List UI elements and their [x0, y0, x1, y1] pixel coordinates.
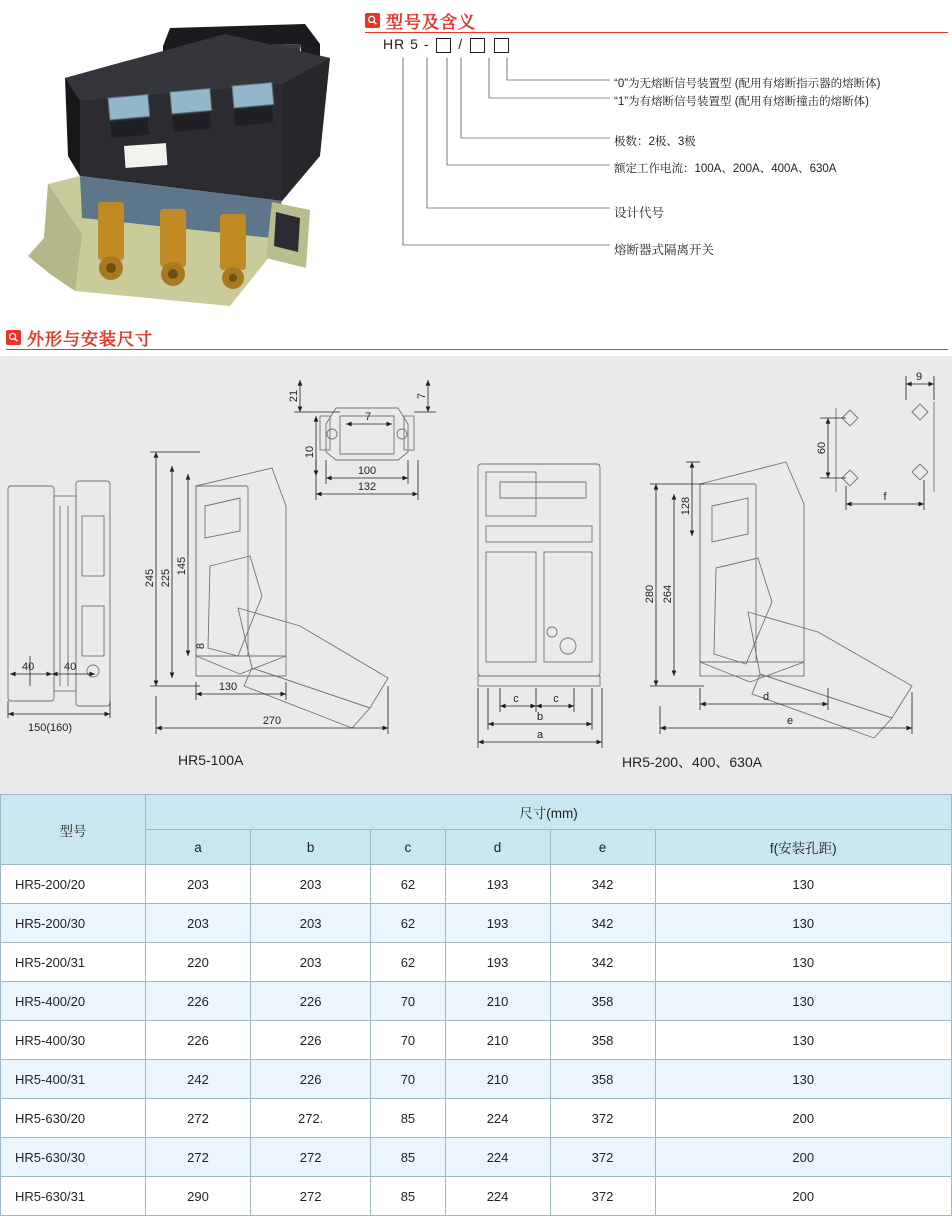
cell-f: 200 — [655, 1138, 951, 1177]
cell-d: 224 — [445, 1177, 550, 1216]
caption-left: HR5-100A — [178, 752, 244, 768]
cell-model: HR5-200/20 — [1, 865, 146, 904]
cell-b: 203 — [250, 865, 370, 904]
cell-f: 130 — [655, 1060, 951, 1099]
dimension-section-title: 外形与安装尺寸 — [27, 330, 153, 349]
dimension-table — [0, 794, 952, 1216]
dimension-drawings-svg — [0, 356, 952, 794]
cell-f: 130 — [655, 904, 951, 943]
table-row — [1, 865, 952, 904]
dim-280: 280 — [644, 584, 656, 604]
table-header-group: 尺寸(mm) — [146, 795, 952, 830]
model-note-0: “0”为无熔断信号装置型 (配用有熔断指示器的熔断体) — [614, 78, 881, 90]
cell-a: 290 — [146, 1177, 251, 1216]
table-row — [1, 1021, 952, 1060]
dim-8: 8 — [195, 642, 207, 650]
dim-c1: c — [513, 693, 519, 705]
table-row — [1, 982, 952, 1021]
table-header-d: d — [445, 830, 550, 865]
table-header-e: e — [550, 830, 655, 865]
cell-model: HR5-400/31 — [1, 1060, 146, 1099]
cell-f: 130 — [655, 865, 951, 904]
dim-10: 10 — [304, 445, 316, 459]
table-header-model: 型号 — [1, 795, 146, 865]
caption-right: HR5-200、400、630A — [622, 754, 763, 770]
cell-model: HR5-630/20 — [1, 1099, 146, 1138]
model-prefix: HR — [383, 36, 406, 52]
dimension-section-divider — [6, 349, 948, 350]
model-note-5: 熔断器式隔离开关 — [614, 243, 715, 257]
dimension-drawings-panel — [0, 356, 952, 794]
table-row — [1, 943, 952, 982]
table-header-c: c — [371, 830, 445, 865]
cell-e: 372 — [550, 1177, 655, 1216]
dim-left-150: 150(160) — [28, 722, 73, 734]
dim-7a: 7 — [416, 392, 428, 400]
model-note-3: 额定工作电流：100A、200A、400A、630A — [614, 163, 837, 175]
cell-c: 70 — [371, 1060, 445, 1099]
cell-b: 226 — [250, 1060, 370, 1099]
cell-a: 220 — [146, 943, 251, 982]
dim-a: a — [536, 729, 544, 741]
model-dash: - — [423, 36, 430, 52]
cell-model: HR5-200/30 — [1, 904, 146, 943]
dim-100: 100 — [357, 465, 377, 477]
cell-a: 226 — [146, 1021, 251, 1060]
cell-b: 203 — [250, 943, 370, 982]
cell-model: HR5-400/20 — [1, 982, 146, 1021]
model-note-2: 极数：2极、3极 — [614, 136, 696, 148]
dim-f: f — [883, 491, 887, 503]
cell-b: 203 — [250, 904, 370, 943]
table-row — [1, 1177, 952, 1216]
cell-b: 272 — [250, 1138, 370, 1177]
cell-e: 358 — [550, 1021, 655, 1060]
dim-132: 132 — [357, 481, 377, 493]
model-section-header — [365, 8, 945, 33]
dim-264: 264 — [662, 584, 674, 604]
cell-b: 272. — [250, 1099, 370, 1138]
model-section-divider — [365, 32, 948, 33]
table-row — [1, 1099, 952, 1138]
table-header-row-1 — [1, 795, 952, 830]
dimension-section-header — [6, 325, 153, 350]
cell-d: 193 — [445, 943, 550, 982]
table-header-a: a — [146, 830, 251, 865]
dim-e: e — [786, 715, 794, 727]
cell-e: 372 — [550, 1099, 655, 1138]
cell-d: 193 — [445, 865, 550, 904]
product-photo — [20, 6, 350, 316]
cell-a: 203 — [146, 904, 251, 943]
model-section-title: 型号及含义 — [386, 13, 476, 32]
dim-270: 270 — [262, 715, 282, 727]
dim-145: 145 — [176, 556, 188, 576]
cell-f: 130 — [655, 982, 951, 1021]
cell-f: 200 — [655, 1177, 951, 1216]
cell-e: 342 — [550, 865, 655, 904]
cell-e: 358 — [550, 1060, 655, 1099]
cell-d: 210 — [445, 1021, 550, 1060]
cell-c: 70 — [371, 1021, 445, 1060]
cell-a: 226 — [146, 982, 251, 1021]
dim-225: 225 — [160, 568, 172, 588]
cell-c: 85 — [371, 1099, 445, 1138]
dim-245: 245 — [144, 568, 156, 588]
cell-f: 130 — [655, 1021, 951, 1060]
table-header-f: f(安装孔距) — [655, 830, 951, 865]
table-row — [1, 1138, 952, 1177]
dim-128: 128 — [680, 496, 692, 516]
dim-7b: 7 — [364, 411, 372, 423]
dim-left-40a: 40 — [22, 661, 35, 673]
cell-b: 272 — [250, 1177, 370, 1216]
cell-model: HR5-630/30 — [1, 1138, 146, 1177]
cell-model: HR5-400/30 — [1, 1021, 146, 1060]
cell-f: 200 — [655, 1099, 951, 1138]
cell-d: 210 — [445, 982, 550, 1021]
search-icon — [365, 13, 380, 28]
table-row — [1, 904, 952, 943]
search-icon — [6, 330, 21, 345]
model-series: 5 — [410, 36, 419, 52]
cell-c: 62 — [371, 943, 445, 982]
cell-c: 62 — [371, 904, 445, 943]
cell-b: 226 — [250, 1021, 370, 1060]
model-note-4: 设计代号 — [614, 206, 665, 220]
dim-130: 130 — [218, 681, 238, 693]
cell-c: 85 — [371, 1138, 445, 1177]
cell-e: 342 — [550, 904, 655, 943]
cell-e: 358 — [550, 982, 655, 1021]
dim-21: 21 — [288, 389, 300, 403]
dim-d: d — [762, 691, 770, 703]
cell-c: 62 — [371, 865, 445, 904]
table-row — [1, 1060, 952, 1099]
cell-d: 193 — [445, 904, 550, 943]
cell-a: 272 — [146, 1099, 251, 1138]
cell-f: 130 — [655, 943, 951, 982]
model-slash: / — [458, 36, 464, 52]
dim-60: 60 — [816, 441, 828, 455]
cell-model: HR5-200/31 — [1, 943, 146, 982]
model-note-1: “1”为有熔断信号装置型 (配用有熔断撞击的熔断体) — [614, 96, 869, 108]
cell-e: 342 — [550, 943, 655, 982]
dim-b: b — [536, 711, 544, 723]
cell-e: 372 — [550, 1138, 655, 1177]
dim-left-40b: 40 — [64, 661, 77, 673]
cell-model: HR5-630/31 — [1, 1177, 146, 1216]
cell-d: 210 — [445, 1060, 550, 1099]
cell-d: 224 — [445, 1099, 550, 1138]
cell-a: 272 — [146, 1138, 251, 1177]
cell-c: 70 — [371, 982, 445, 1021]
cell-a: 242 — [146, 1060, 251, 1099]
cell-c: 85 — [371, 1177, 445, 1216]
dim-c2: c — [553, 693, 559, 705]
dim-9: 9 — [915, 371, 923, 383]
cell-b: 226 — [250, 982, 370, 1021]
table-header-b: b — [250, 830, 370, 865]
cell-a: 203 — [146, 865, 251, 904]
cell-d: 224 — [445, 1138, 550, 1177]
